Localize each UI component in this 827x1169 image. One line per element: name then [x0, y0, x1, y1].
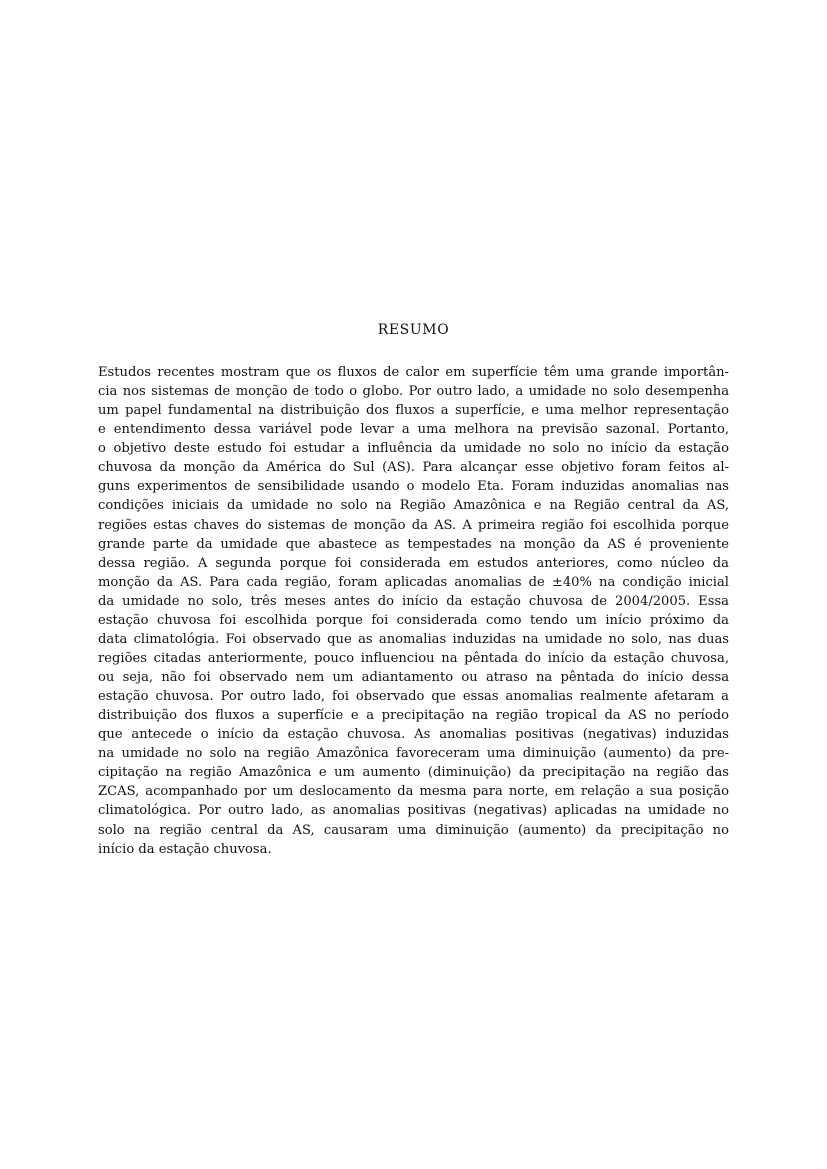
abstract-line: regiões estas chaves do sistemas de monção da AS. A primeira região foi escolhida porque [98, 517, 729, 533]
abstract-line: chuvosa da monção da América do Sul (AS). Para alcançar esse objetivo foram feitos al- [98, 460, 729, 476]
abstract-line: ZCAS, acompanhado por um deslocamento da mesma para norte, em relação a sua posição [98, 784, 729, 800]
abstract-title: RESUMO [377, 322, 450, 338]
abstract-body [98, 363, 729, 859]
abstract-line: na umidade no solo na região Amazônica favoreceram uma diminuição (aumento) da pre- [98, 746, 729, 762]
abstract-line: cipitação na região Amazônica e um aumento (diminuição) da precipitação na região das [98, 765, 729, 781]
abstract-line: regiões citadas anteriormente, pouco influenciou na pêntada do início da estação chuvosa, [98, 650, 729, 666]
abstract-line: estação chuvosa foi escolhida porque foi considerada como tendo um início próximo da [98, 612, 729, 628]
abstract-line: monção da AS. Para cada região, foram aplicadas anomalias de ±40% na condição inicial [98, 574, 729, 590]
abstract-line: o objetivo deste estudo foi estudar a influência da umidade no solo no início da estação [98, 441, 729, 457]
abstract-line: condições iniciais da umidade no solo na Região Amazônica e na Região central da AS, [98, 498, 729, 514]
abstract-line: climatológica. Por outro lado, as anomalias positivas (negativas) aplicadas na umidade no [98, 803, 729, 819]
abstract-line: Estudos recentes mostram que os fluxos de calor em superfície têm uma grande importân- [98, 365, 729, 380]
abstract-line: que antecede o início da estação chuvosa. As anomalias positivas (negativas) induzidas [98, 727, 729, 743]
abstract-line: grande parte da umidade que abastece as tempestades na monção da AS é proveniente [98, 536, 729, 552]
abstract-line: ou seja, não foi observado nem um adiantamento ou atraso na pêntada do início dessa [98, 670, 729, 685]
abstract-line: início da estação chuvosa. [98, 841, 272, 857]
abstract-line: distribuição dos fluxos a superfície e a precipitação na região tropical da AS no período [98, 708, 729, 724]
abstract-line: estação chuvosa. Por outro lado, foi observado que essas anomalias realmente afetaram a [98, 689, 729, 705]
abstract-line: solo na região central da AS, causaram uma diminuição (aumento) da precipitação no [98, 822, 729, 838]
abstract-line: data climatológia. Foi observado que as anomalias induzidas na umidade no solo, nas duas [98, 631, 729, 647]
abstract-line: da umidade no solo, três meses antes do início da estação chuvosa de 2004/2005. Essa [98, 593, 729, 609]
abstract-line: um papel fundamental na distribuição dos fluxos a superfície, e uma melhor representação [98, 403, 729, 419]
abstract-line: cia nos sistemas de monção de todo o globo. Por outro lado, a umidade no solo desempenha [98, 384, 729, 400]
abstract-line: e entendimento dessa variável pode levar a uma melhora na previsão sazonal. Portanto, [98, 422, 729, 438]
abstract-line: guns experimentos de sensibilidade usando o modelo Eta. Foram induzidas anomalias nas [98, 479, 729, 495]
abstract-line: dessa região. A segunda porque foi considerada em estudos anteriores, como núcleo da [98, 555, 729, 571]
